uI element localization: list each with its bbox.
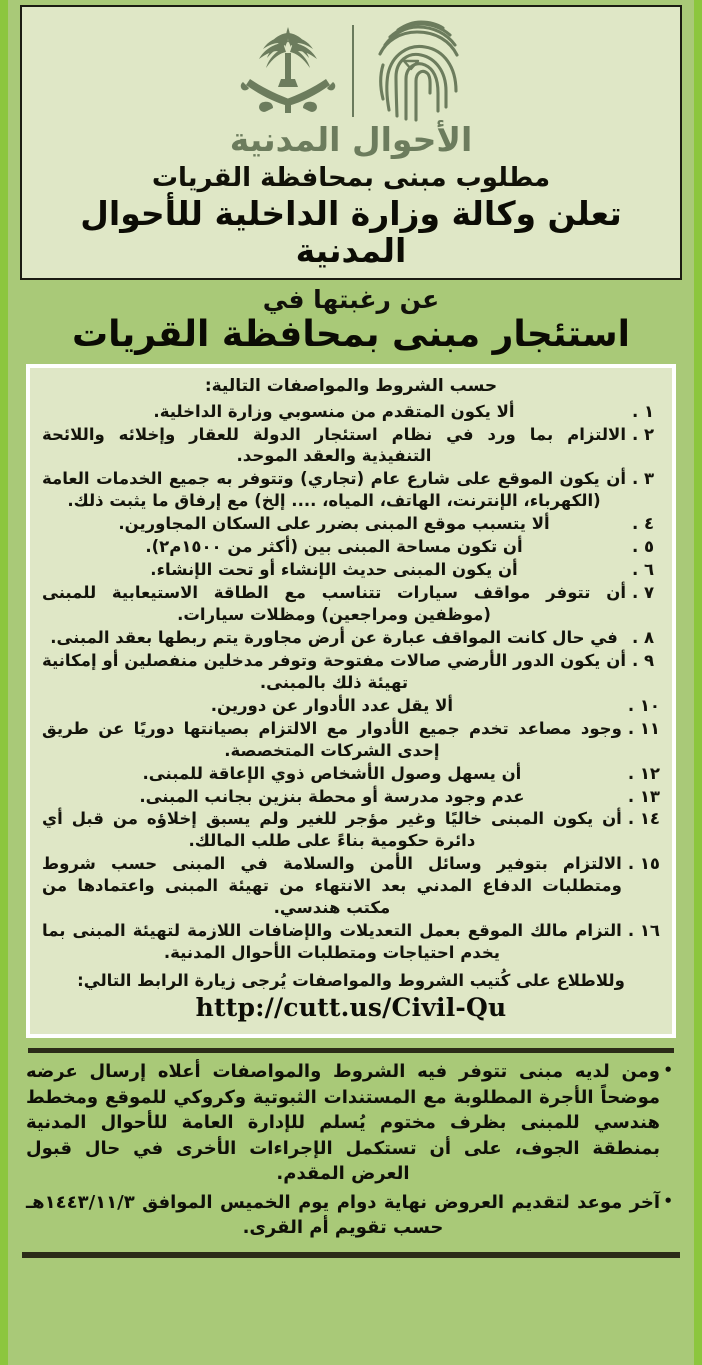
condition-item: [42, 650, 660, 694]
condition-text: الالتزام بما ورد في نظام استئجار الدولة للعقار وإخلائه واللائحة التنفيذية والعقد الموحد.: [42, 424, 626, 466]
condition-number: ١٥ .: [627, 854, 660, 874]
condition-number: ٥ .: [632, 537, 655, 557]
condition-text: ألا يقل عدد الأدوار عن دورين.: [210, 695, 454, 715]
bullet-icon: •: [663, 1191, 673, 1210]
condition-number: ٢ .: [632, 424, 655, 444]
banner-band: [12, 280, 690, 364]
booklet-note: وللاطلاع على كُتيب الشروط والمواصفات يُرجى زيارة الرابط التالي:: [77, 971, 625, 991]
hero-box: [20, 5, 682, 280]
condition-number: ٧ .: [632, 583, 655, 603]
saudi-emblem-icon: [238, 19, 338, 123]
condition-text: عدم وجود مدرسة أو محطة بنزين بجانب المبنى.: [139, 786, 525, 806]
bottom-rule: [22, 1252, 680, 1258]
condition-item: [42, 763, 660, 785]
condition-number: ٣ .: [632, 469, 655, 489]
condition-text: ألا يتسبب موقع المبنى بضرر على السكان المجاورين.: [118, 514, 550, 534]
condition-number: ٨ .: [632, 627, 655, 647]
condition-text: أن يكون المبنى حديث الإنشاء أو تحت الإنشاء.: [150, 560, 518, 580]
condition-text: أن يكون المبنى خاليًا وغير مؤجر للغير ولم يسبق إخلاؤه من قبل أي دائرة حكومية بناءً على طلب المالك.: [42, 809, 622, 851]
condition-item: [42, 627, 660, 649]
condition-number: ٤ .: [632, 514, 655, 534]
condition-item: [42, 808, 660, 852]
condition-number: ١٠ .: [627, 695, 660, 715]
conditions-list: [42, 401, 660, 964]
condition-item: [42, 582, 660, 626]
condition-number: ١٦ .: [627, 921, 660, 941]
conditions-heading: حسب الشروط والمواصفات التالية:: [204, 375, 498, 396]
logo-divider: [352, 25, 354, 117]
banner-title: استئجار مبنى بمحافظة القريات: [72, 314, 630, 356]
condition-text: الالتزام بتوفير وسائل الأمن والسلامة في المبنى حسب شروط ومتطلبات الدفاع المدني بعد الانتهاء من تهيئة المبنى واعتمادها من مكتب هندسي.: [42, 854, 622, 918]
footer-notes: [12, 1059, 690, 1248]
conditions-inner: [30, 368, 672, 1034]
condition-text: أن يكون الدور الأرضي صالات مفتوحة وتوفر مدخلين منفصلين أو إمكانية تهيئة ذلك بالمبنى.: [42, 650, 626, 692]
header-line-2: تعلن وكالة وزارة الداخلية للأحوال المدنية: [80, 193, 622, 270]
inner-frame: [8, 0, 694, 1365]
conditions-panel: [26, 364, 676, 1038]
condition-item: [42, 853, 660, 919]
condition-item: [42, 401, 660, 423]
condition-number: ١٢ .: [627, 763, 660, 783]
footer-text: ومن لديه مبنى تتوفر فيه الشروط والمواصفات أعلاه إرسال عرضه موضحاً الأجرة المطلوبة مع المستندات الثبوتية وكروكي للموقع ومخطط هندسي للمبنى بظرف مختوم يُسلم للإدارة العامة للأحوال المدنية بمنطقة الجوف، على أن تستكمل الإجراءات الأخرى في حال قبول العرض المقدم.: [26, 1061, 660, 1185]
condition-item: [42, 695, 660, 717]
section-divider: [28, 1048, 674, 1053]
condition-text: وجود مصاعد تخدم جميع الأدوار مع الالتزام بصيانتها دوريًا عن طريق إحدى الشركات المتخصصة.: [42, 718, 622, 760]
condition-text: أن يكون الموقع على شارع عام (تجاري) وتتوفر به جميع الخدمات العامة (الكهرباء، الإنترنت، الهاتف، المياه، .... إلخ) مع إرفاق ما يثبت ذلك.: [42, 469, 626, 511]
condition-text: التزام مالك الموقع بعمل التعديلات والإضافات اللازمة لتهيئة المبنى بما يخدم احتياجات ومتطلبات الأحوال المدنية.: [42, 921, 622, 963]
condition-text: أن يسهل وصول الأشخاص ذوي الإعاقة للمبنى.: [142, 763, 522, 783]
condition-item: [42, 559, 660, 581]
condition-number: ٦ .: [632, 560, 655, 580]
condition-text: ألا يكون المتقدم من منسوبي وزارة الداخلية.: [153, 401, 515, 421]
condition-item: [42, 718, 660, 762]
condition-item: [42, 513, 660, 535]
condition-item: [42, 920, 660, 964]
condition-text: أن تتوفر مواقف سيارات تتناسب مع الطاقة الاستيعابية للمبنى (موظفين ومراجعين) ومظلات سيارات.: [42, 583, 626, 625]
condition-number: ١١ .: [627, 718, 660, 738]
condition-item: [42, 536, 660, 558]
booklet-url-link[interactable]: http://cutt.us/Civil-Qu: [195, 993, 507, 1023]
banner-subtitle: عن رغبتها في: [262, 284, 440, 314]
condition-text: أن تكون مساحة المبنى بين (أكثر من ١٥٠٠م٢).: [145, 537, 523, 557]
logo-wordmark: الأحوال المدنية: [229, 120, 473, 159]
footer-item: [26, 1190, 676, 1241]
footer-text: آخر موعد لتقديم العروض نهاية دوام يوم الخميس الموافق ١٤٤٣/١١/٣هـ حسب تقويم أم القرى.: [26, 1191, 660, 1239]
bullet-icon: •: [663, 1061, 673, 1080]
condition-number: ١٤ .: [627, 809, 660, 829]
fingerprint-icon: [368, 19, 464, 123]
logo-row: [32, 15, 670, 127]
condition-item: [42, 424, 660, 468]
footer-item: [26, 1059, 676, 1187]
condition-item: [42, 786, 660, 808]
condition-text: في حال كانت المواقف عبارة عن أرض مجاورة يتم ربطها بعقد المبنى.: [50, 627, 618, 647]
condition-number: ١ .: [632, 401, 655, 421]
condition-number: ٩ .: [632, 650, 655, 670]
condition-number: ١٣ .: [627, 786, 660, 806]
header-line-1: مطلوب مبنى بمحافظة القريات: [151, 163, 551, 193]
condition-item: [42, 468, 660, 512]
